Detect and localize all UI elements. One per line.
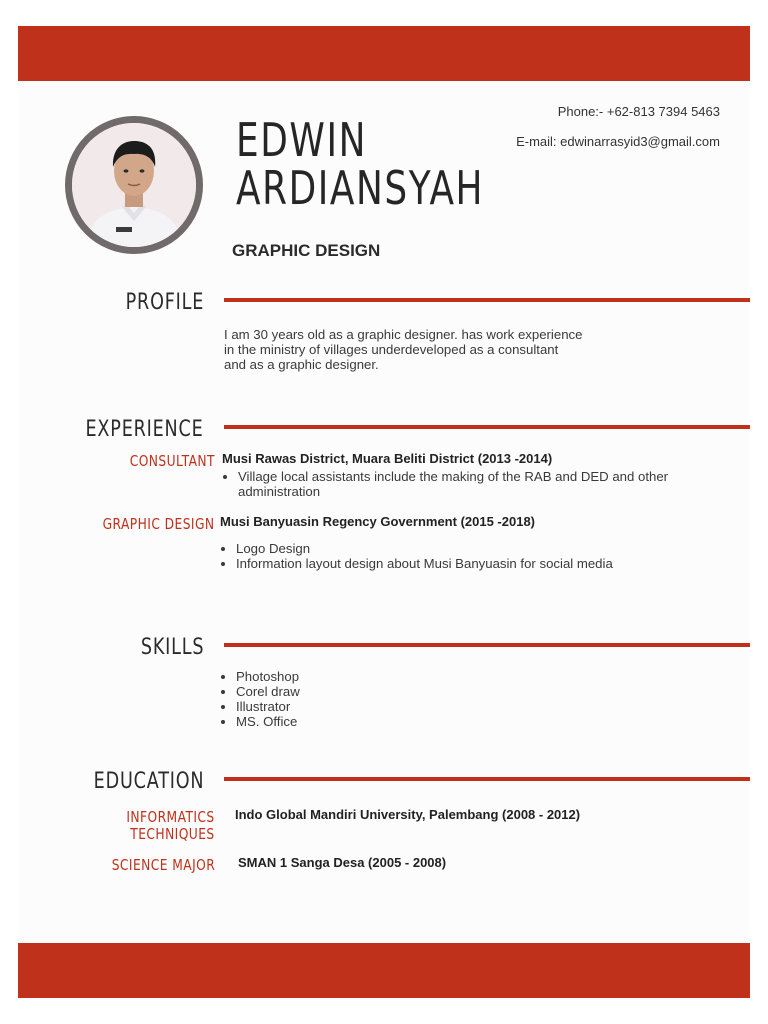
full-name xyxy=(236,113,485,215)
education-major-line: TECHNIQUES xyxy=(130,825,215,843)
profile-photo xyxy=(65,116,203,254)
section-rule-experience xyxy=(224,425,750,429)
experience-bullets xyxy=(224,469,728,499)
skill-item: • Corel draw xyxy=(236,684,436,699)
profile-line: and as a graphic designer. xyxy=(224,357,379,372)
profile-line: I am 30 years old as a graphic designer. has work experience xyxy=(224,327,583,342)
section-rule-education xyxy=(224,777,750,781)
section-rule-skills xyxy=(224,643,750,647)
profile-text xyxy=(224,327,624,372)
phone-number: Phone:- +62-813 7394 5463 xyxy=(557,104,720,119)
experience-role-consultant: CONSULTANT xyxy=(129,452,215,470)
experience-employer: Musi Banyuasin Regency Government (2015 -2018) xyxy=(220,514,536,529)
education-major-informatics xyxy=(127,809,215,843)
education-major-line: INFORMATICS xyxy=(126,808,215,826)
skills-list xyxy=(222,669,436,729)
skill-item: • Photoshop xyxy=(236,669,436,684)
bottom-banner xyxy=(18,943,750,998)
experience-bullet: • Information layout design about Musi Banyuasin for social media xyxy=(236,556,736,571)
profile-line: in the ministry of villages underdeveloped as a consultant xyxy=(224,342,559,357)
job-title: GRAPHIC DESIGN xyxy=(232,241,381,260)
section-rule-profile xyxy=(224,298,750,302)
experience-role-graphic-design: GRAPHIC DESIGN xyxy=(103,515,215,533)
section-title-profile: PROFILE xyxy=(125,290,204,315)
skill-item: • MS. Office xyxy=(236,714,436,729)
education-school: SMAN 1 Sanga Desa (2005 - 2008) xyxy=(238,855,447,870)
top-banner xyxy=(18,26,750,81)
email-address: E-mail: edwinarrasyid3@gmail.com xyxy=(516,134,720,149)
section-title-education: EDUCATION xyxy=(93,769,204,794)
experience-bullet: • Village local assistants include the making of the RAB and DED and other administration xyxy=(238,469,728,499)
experience-bullet: • Logo Design xyxy=(236,541,736,556)
section-title-experience: EXPERIENCE xyxy=(85,417,204,442)
skill-item: • Illustrator xyxy=(236,699,436,714)
experience-employer: Musi Rawas District, Muara Beliti District (2013 -2014) xyxy=(222,451,553,466)
section-title-skills: SKILLS xyxy=(140,635,204,660)
first-name: EDWIN xyxy=(236,113,368,167)
education-school: Indo Global Mandiri University, Palembang (2008 - 2012) xyxy=(235,807,581,822)
education-major-science: SCIENCE MAJOR xyxy=(111,856,215,874)
last-name: ARDIANSYAH xyxy=(236,161,485,215)
experience-bullets xyxy=(222,541,736,571)
